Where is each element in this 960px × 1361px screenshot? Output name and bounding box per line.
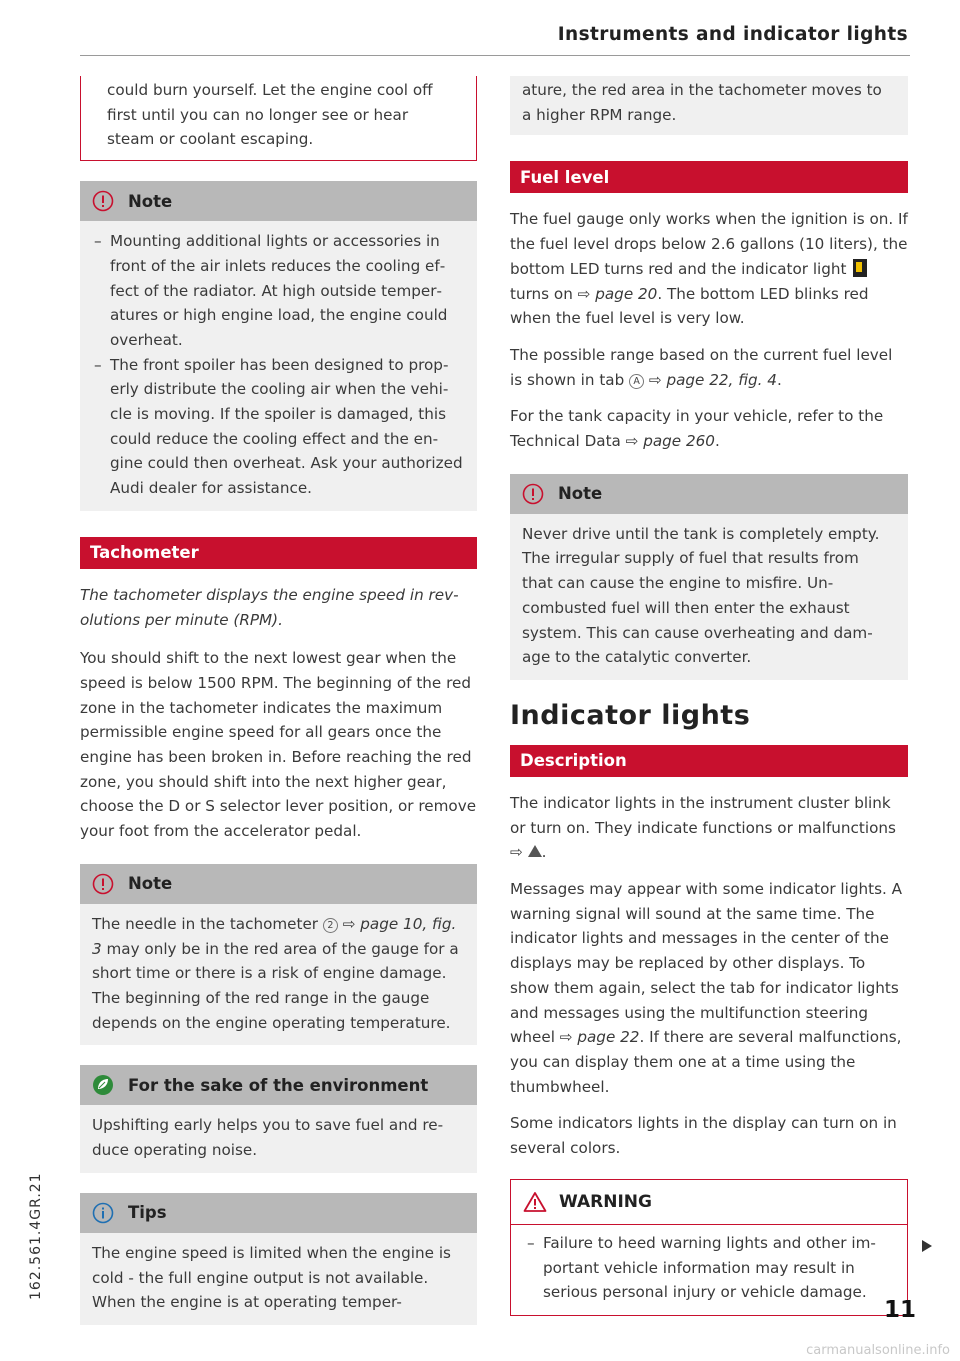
environment-box-body [80, 1105, 477, 1172]
environment-box-header [80, 1065, 477, 1105]
fuel-text: . [714, 432, 720, 451]
header-rule [80, 55, 910, 56]
page-header-title: Instruments and indicator lights [557, 24, 908, 45]
note-text: The needle in the tachometer [92, 914, 323, 933]
fuel-text: The possible range based on the current fuel level is shown in tab [510, 345, 893, 389]
note-icon [92, 190, 114, 212]
indicator-paragraph-1 [510, 791, 908, 865]
tips-continuation-box [510, 76, 908, 135]
tips-box-header [80, 1193, 477, 1233]
warning-box [510, 1179, 908, 1316]
note-icon [92, 873, 114, 895]
warning-triangle-icon [528, 845, 542, 857]
fuel-text: turns on [510, 284, 578, 303]
fuel-text: . [776, 370, 782, 389]
info-icon [92, 1202, 114, 1224]
note-title: Note [128, 191, 173, 211]
page-reference-link[interactable]: ⇨ [510, 843, 523, 862]
fuel-text: For the tank capacity in your vehicle, refer to the Technical Data [510, 407, 884, 451]
note-title: Note [558, 484, 603, 504]
tips-continuation-text: ature, the red area in the tachometer moves to a higher RPM range. [522, 81, 882, 124]
section-heading-fuel-level: Fuel level [510, 161, 908, 193]
note-title: Note [128, 874, 173, 894]
watermark: carmanualsonline.info [806, 1343, 950, 1358]
callout-marker: A [629, 374, 644, 389]
continue-arrow-icon [922, 1240, 932, 1252]
tips-text: The engine speed is limited when the engine is cold - the full engine output is not available. When the engine is at operating temper- [92, 1243, 451, 1312]
fuel-paragraph-3 [510, 404, 908, 453]
tips-title: Tips [128, 1203, 167, 1223]
note-box-header [80, 181, 477, 221]
tips-box [80, 1193, 477, 1325]
indicator-text: . If there are several malfunctions, you can display them one at a time using the thumbwheel. [510, 1028, 902, 1096]
note-box-tachometer [80, 864, 477, 1046]
section-heading-tachometer: Tachometer [80, 537, 477, 569]
tips-box-body [80, 1233, 477, 1325]
page-reference-link[interactable]: ⇨ page 22, fig. 4 [648, 370, 777, 389]
note-text: may only be in the red area of the gauge for a short time or there is a risk of engine damage. The beginning of the red range in the gauge depends on the engine operating temperature. [92, 939, 459, 1032]
environment-text: Upshifting early helps you to save fuel and reduce operating noise. [92, 1116, 444, 1160]
note-box-header [510, 474, 908, 514]
document-code: 162.561.4GR.21 [28, 1172, 44, 1300]
note-item: – Mounting additional lights or accessories in front of the air inlets reduces the cooling effect of the radiator. At high outside temperatures or high engine load, the engine could overheat. [92, 229, 463, 353]
warning-box-body [511, 1225, 907, 1315]
fuel-text: The fuel gauge only works when the ignition is on. If the fuel level drops below 2.6 gallons (10 liters), the bottom LED turns red and the indicator light [510, 210, 908, 278]
note-box-body [510, 514, 908, 680]
note-box-body [80, 221, 477, 511]
environment-title: For the sake of the environment [128, 1075, 429, 1095]
note-box-cooling [80, 181, 477, 511]
page-reference-link[interactable]: ⇨ page 20 [577, 284, 658, 303]
note-box-header [80, 864, 477, 904]
section-heading-description: Description [510, 745, 908, 777]
tachometer-intro: The tachometer displays the engine speed in revolutions per minute (RPM). [80, 585, 459, 629]
fuel-paragraph-1 [510, 207, 908, 331]
note-text: Never drive until the tank is completely empty. The irregular supply of fuel that results from that can cause the engine to misfire. Uncombusted fuel will then enter the exhaust system. This can cause overheating and damage to the catalytic converter. [522, 524, 880, 667]
warning-item: – Failure to heed warning lights and other important vehicle information may result in serious personal injury or vehicle damage. [525, 1231, 893, 1305]
warning-continuation-text: could burn yourself. Let the engine cool off first until you can no longer see or hear steam or coolant escaping. [107, 81, 433, 149]
right-column [510, 76, 908, 1316]
note-box-body [80, 904, 477, 1046]
note-box-fuel [510, 474, 908, 680]
page-reference-link[interactable]: ⇨ page 22 [559, 1028, 640, 1047]
page-reference-link[interactable]: ⇨ page 260 [625, 432, 715, 451]
chapter-heading-indicator-lights: Indicator lights [510, 699, 751, 731]
note-item: – The front spoiler has been designed to properly distribute the cooling air when the vehicle is moving. If the spoiler is damaged, this could reduce the cooling effect and the engine could then overheat. Ask your authorized Audi dealer for assistance. [92, 353, 463, 501]
warning-triangle-icon [523, 1191, 547, 1213]
callout-marker: 2 [323, 918, 338, 933]
page-number: 11 [884, 1297, 917, 1323]
indicator-paragraph-2 [510, 877, 908, 1099]
fuel-pump-indicator-icon [853, 259, 867, 277]
fuel-paragraph-2 [510, 343, 908, 392]
tachometer-body: You should shift to the next lowest gear when the speed is below 1500 RPM. The beginning of the red zone in the tachometer indicates the maximum permissible engine speed for all gears once the engine has been broken in. Before reaching the red zone, you should shift into the next higher gear, choose the D or S selector lever position, or remove your foot from the accelerator pedal. [80, 649, 477, 841]
indicator-text: Messages may appear with some indicator lights. A warning signal will sound at the same time. The indicator lights and messages in the center of the displays may be replaced by other displays. To show them again, select the tab for indicator lights and messages using the multifunction steering wheel [510, 880, 903, 1047]
left-column [80, 76, 477, 1345]
fuel-text: . The bottom LED blinks red when the fuel level is very low. [510, 284, 869, 328]
warning-title: WARNING [559, 1191, 652, 1212]
environment-leaf-icon [92, 1074, 114, 1096]
page-reference-link[interactable]: ⇨ page 10, fig. 3 [92, 914, 457, 958]
indicator-text: The indicator lights in the instrument cluster blink or turn on. They indicate functions or malfunctions [510, 793, 896, 837]
indicator-paragraph-3: Some indicators lights in the display can turn on in several colors. [510, 1114, 897, 1158]
environment-box [80, 1065, 477, 1172]
note-icon [522, 483, 544, 505]
warning-box-header [511, 1180, 907, 1225]
indicator-text: . [541, 843, 547, 862]
warning-continuation-box [80, 76, 477, 161]
